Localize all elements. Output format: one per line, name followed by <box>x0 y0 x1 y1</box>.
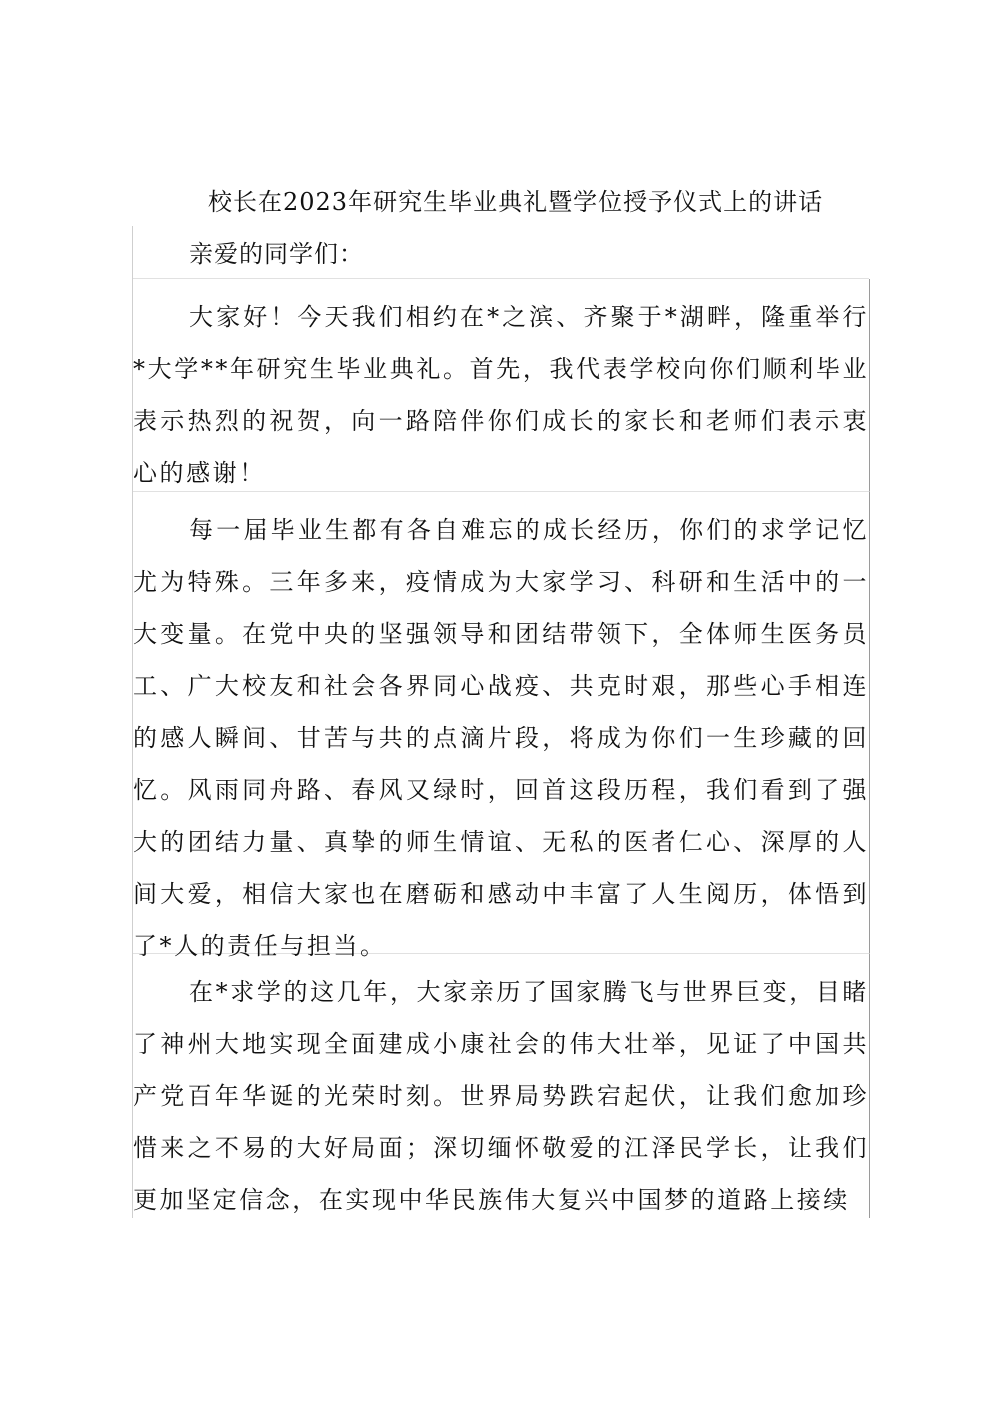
paragraph-block <box>133 492 870 960</box>
document-title: 校长在2023年研究生毕业典礼暨学位授予仪式上的讲话 <box>208 188 824 216</box>
document-body <box>132 226 870 1218</box>
paragraph-text: 在*求学的这几年，大家亲历了国家腾飞与世界巨变，目睹了神州大地实现全面建成小康社会的伟大壮举，见证了中国共产党百年华诞的光荣时刻。世界局势跌宕起伏，让我们愈加珍惜来之不易的大好局面；深切缅怀敬爱的江泽民学长，让我们更加坚定信念，在实现中华民族伟大复兴中国梦的道路上接续 <box>133 978 869 1214</box>
salutation: 亲爱的同学们： <box>189 240 364 268</box>
paragraph-block <box>133 954 870 1218</box>
paragraph-text: 每一届毕业生都有各自难忘的成长经历，你们的求学记忆尤为特殊。三年多来，疫情成为大家学习、科研和生活中的一大变量。在党中央的坚强领导和团结带领下，全体师生医务员工、广大校友和社会各界同心战疫、共克时艰，那些心手相连的感人瞬间、甘苦与共的点滴片段，将成为你们一生珍藏的回忆。风雨同舟路、春风又绿时，回首这段历程，我们看到了强大的团结力量、真挚的师生情谊、无私的医者仁心、深厚的人间大爱，相信大家也在磨砺和感动中丰富了人生阅历，体悟到了*人的责任与担当。 <box>133 516 869 960</box>
paragraph-text: 大家好！今天我们相约在*之滨、齐聚于*湖畔，隆重举行*大学**年研究生毕业典礼。首先，我代表学校向你们顺利毕业表示热烈的祝贺，向一路陪伴你们成长的家长和老师们表示衷心的感谢！ <box>133 303 869 487</box>
salutation-row <box>133 226 869 279</box>
paragraph-block <box>133 279 870 492</box>
